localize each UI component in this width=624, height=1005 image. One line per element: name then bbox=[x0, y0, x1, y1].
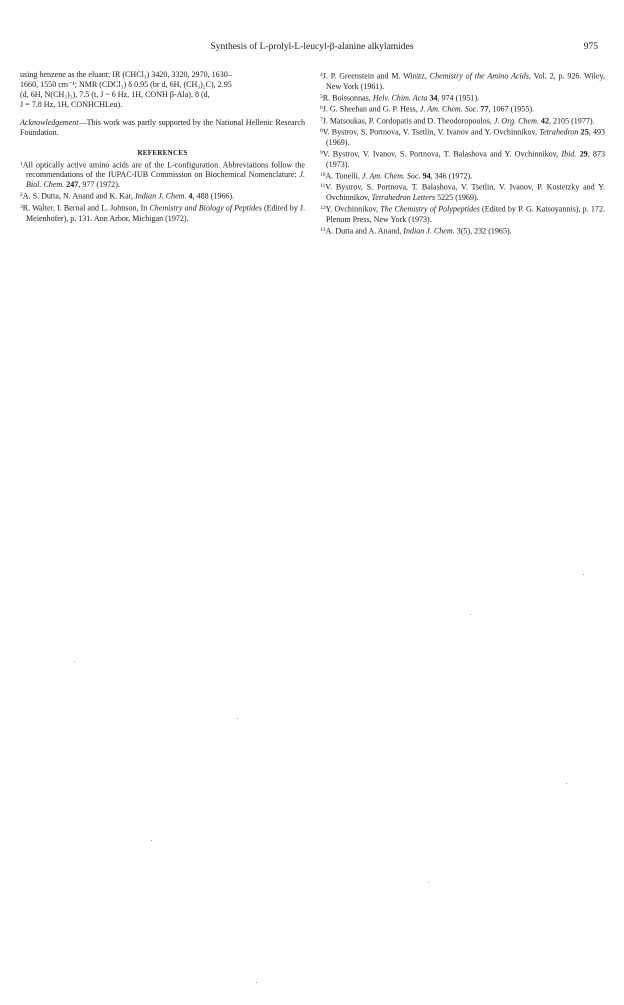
acknowledgement-label: Acknowledgement bbox=[20, 118, 79, 128]
scan-speck bbox=[237, 718, 238, 719]
scan-speck bbox=[74, 661, 75, 662]
reference-text: 5225 (1969). bbox=[435, 193, 479, 203]
reference-text: 42 bbox=[540, 116, 549, 126]
reference-text: , 2105 (1977). bbox=[548, 116, 595, 126]
reference-number: 7 bbox=[320, 116, 323, 123]
left-column bbox=[20, 70, 305, 224]
spectra-line: using benzene as the eluant; IR (CHCl₃) 3420, 3320, 2970, 1630– bbox=[20, 70, 232, 79]
references-list-right bbox=[320, 70, 605, 236]
scan-speck bbox=[256, 982, 257, 983]
reference-text: , 493 (1969). bbox=[326, 127, 606, 148]
reference-text: R. Walter, I. Bernal and L. Johnson, In bbox=[22, 203, 150, 213]
reference-3 bbox=[20, 202, 305, 224]
reference-number: 11 bbox=[320, 183, 326, 190]
spectra-paragraph bbox=[20, 70, 305, 110]
reference-number: 3 bbox=[20, 204, 23, 211]
reference-number: 4 bbox=[320, 72, 323, 78]
reference-1 bbox=[20, 159, 305, 191]
reference-text: Ibid. bbox=[561, 149, 577, 159]
spectra-line: J = 7.8 Hz, 1H, CONHCHLeu). bbox=[20, 100, 123, 110]
reference-7 bbox=[320, 115, 605, 127]
reference-text: , Vol. 2, p. 926. Wiley, New York (1961). bbox=[326, 71, 606, 91]
reference-text: V. Bystrov, S. Portnova, T. Balashova, V. Tsetlin, V. Ivanov, P. Kostetzky and Y. Ovchinnikov, bbox=[325, 182, 605, 203]
reference-text: J. P. Greenstein and M. Winitz, bbox=[322, 71, 430, 81]
reference-text: , 974 (1951). bbox=[437, 93, 480, 103]
scan-speck bbox=[470, 614, 471, 615]
references-heading: REFERENCES bbox=[137, 148, 188, 157]
reference-text: 77 bbox=[480, 104, 489, 114]
reference-text: A. Dutta and A. Anand, bbox=[325, 226, 404, 236]
acknowledgement bbox=[20, 118, 305, 138]
reference-text: J. G. Sheehan and G. P. Hess, bbox=[322, 104, 420, 114]
reference-text: Chemistry of the Amino Acids bbox=[429, 71, 529, 81]
right-column bbox=[320, 70, 605, 236]
reference-number: 12 bbox=[320, 205, 326, 212]
reference-11 bbox=[320, 181, 605, 203]
reference-text: All optically active amino acids are of the L-configuration. Abbreviations follow the recommendations of the IUPAC-IUB Commission on Biochemical Nomenclature: bbox=[22, 160, 305, 180]
scan-speck bbox=[428, 882, 429, 883]
reference-number: 6 bbox=[320, 105, 323, 112]
reference-text: Indian J. Chem. bbox=[135, 191, 187, 201]
reference-text: 4 bbox=[188, 191, 193, 201]
reference-9 bbox=[320, 148, 605, 170]
reference-text: Tetrahedron bbox=[539, 127, 579, 137]
reference-8 bbox=[320, 126, 605, 148]
reference-6 bbox=[320, 103, 605, 115]
reference-text: R. Boissonnas, bbox=[322, 93, 373, 103]
reference-text: , 346 (1972). bbox=[430, 171, 473, 181]
running-title: Synthesis of L-prolyl-L-leucyl-β-alanine alkylamides bbox=[210, 42, 414, 52]
reference-text: (Edited by J. Meienhofer), p. 131. Ann Arbor, Michigan (1972). bbox=[26, 203, 305, 223]
reference-text: Indian J. Chem. bbox=[403, 226, 455, 236]
reference-text: J. Am. Chem. Soc. bbox=[419, 104, 479, 114]
page-header bbox=[20, 41, 604, 53]
references-list-left bbox=[20, 159, 305, 224]
reference-text: 94 bbox=[422, 171, 431, 181]
page-number: 975 bbox=[583, 42, 598, 52]
scan-speck bbox=[583, 574, 584, 575]
reference-text: , 873 (1973). bbox=[326, 149, 606, 169]
reference-text: The Chemistry of Polypeptides bbox=[380, 204, 480, 214]
reference-number: 2 bbox=[20, 192, 23, 199]
reference-10 bbox=[320, 170, 605, 182]
reference-number: 13 bbox=[320, 226, 326, 233]
reference-number: 9 bbox=[320, 150, 323, 157]
scan-speck bbox=[566, 783, 567, 784]
reference-text: 247 bbox=[66, 180, 79, 190]
reference-text: A. Tonelli, bbox=[325, 171, 362, 181]
reference-5 bbox=[320, 92, 605, 104]
reference-text: A. S. Dutta, N. Anand and K. Kar, bbox=[22, 191, 136, 201]
reference-text: J. Matsoukas, P. Cordopatis and D. Theodoropoulos, bbox=[322, 116, 494, 126]
reference-text: J. Am. Chem. Soc. bbox=[361, 171, 421, 181]
reference-text: Chemistry and Biology of Peptides bbox=[149, 203, 262, 213]
reference-text: Tetrahedron Letters bbox=[371, 193, 436, 203]
reference-text: 29 bbox=[579, 149, 588, 159]
reference-text: J. Org. Chem. bbox=[493, 116, 539, 126]
reference-number: 10 bbox=[320, 171, 326, 178]
spectra-line: (d, 6H, N(CH₃)₂), 7.5 (t, J ~ 6 Hz, 1H, CONH β-Ala), 8 (d, bbox=[20, 90, 210, 100]
reference-text: 34 bbox=[429, 93, 438, 103]
acknowledgement-text: —This work was partly supported by the National Hellenic Research Foundation. bbox=[20, 118, 305, 138]
reference-text: , 977 (1972). bbox=[78, 180, 120, 190]
reference-text: , 1067 (1955). bbox=[488, 104, 535, 114]
reference-text: (Edited by P. G. Katsoyannis), p. 172. Plenum Press, New York (1973). bbox=[326, 204, 605, 224]
scan-speck bbox=[151, 840, 152, 841]
reference-number: 8 bbox=[320, 128, 323, 135]
reference-text: V. Bystrov, V. Ivanov, S. Portnova, T. Balashova and Y. Ovchinnikov, bbox=[322, 149, 562, 159]
reference-text: Y. Ovchinnikov, bbox=[325, 204, 381, 214]
reference-number: 5 bbox=[320, 93, 323, 100]
reference-text: , 488 (1966). bbox=[192, 191, 235, 201]
reference-2 bbox=[20, 190, 305, 202]
reference-number: 1 bbox=[20, 160, 23, 167]
reference-text: J. Biol. Chem. bbox=[26, 170, 305, 190]
reference-text: 3(5), 232 (1965). bbox=[454, 226, 512, 236]
reference-text: Helv. Chim. Acta bbox=[372, 93, 428, 103]
reference-text: 25 bbox=[580, 127, 589, 137]
reference-12 bbox=[320, 203, 605, 225]
reference-text: V. Bystrov, S. Portnova, V. Tsetlin, V. Ivanov and Y. Ovchinnikov, bbox=[322, 127, 540, 137]
spectra-line: 1660, 1550 cm⁻¹; NMR (CDCl₃) δ 0.95 (br d, 6H, (CH₃)₂C), 2.95 bbox=[20, 80, 232, 90]
reference-13 bbox=[320, 225, 605, 237]
reference-4 bbox=[320, 70, 605, 92]
